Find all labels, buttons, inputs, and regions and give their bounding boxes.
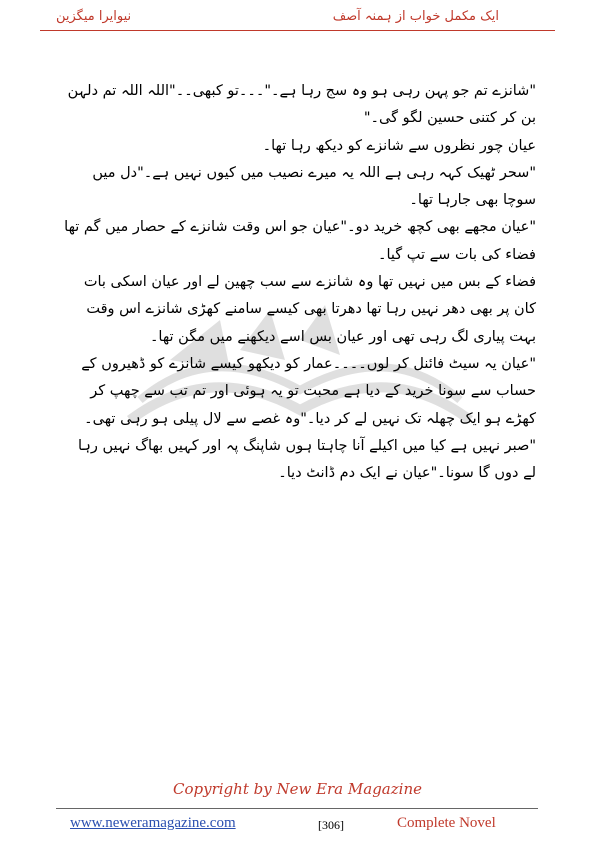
- page-header: [0, 0, 595, 38]
- footer-label: Complete Novel: [397, 815, 496, 831]
- story-paragraph-3: "سحر ٹھیک کہہ رہی ہے اللہ یہ میرے نصیب میں کیوں نہیں ہے۔"دل میں سوچا بھی جارہا تھا۔: [92, 164, 536, 209]
- copyright-notice: Copyright by New Era Magazine: [173, 780, 422, 798]
- page-number: [306]: [318, 818, 344, 832]
- header-divider: [40, 30, 555, 31]
- magazine-name: نیوایرا میگزین: [56, 9, 132, 24]
- story-paragraph-7: "صبر نہیں ہے کیا میں اکیلے آنا چاہتا ہوں شاپنگ پہ اور کہیں بھاگ نہیں رہا لے دوں گا سونا۔"عیان نے ایک دم ڈانٹ دیا۔: [77, 437, 536, 482]
- novel-title: ایک مکمل خواب از ہمنہ آصف: [332, 9, 499, 24]
- website-link[interactable]: www.neweramagazine.com: [70, 815, 236, 831]
- footer-divider: [56, 808, 538, 809]
- story-paragraph-6: "عیان یہ سیٹ فائنل کر لوں۔۔۔۔عمار کو دیکھو کیسے شانزے کو ڈھیروں کے حساب سے سونا خرید کے دیا ہے محبت تو یہ ہوئی اور تم تب سے چھپ کر کھڑے ہو ایک چھلہ تک نہیں لے کر دیا۔"وہ غصے سے لال پیلی ہو رہی تھی۔: [81, 355, 536, 427]
- story-paragraph-4: "عیان مجھے بھی کچھ خرید دو۔"عیان جو اس وقت شانزے کے حصار میں گم تھا فضاء کی بات سے تپ گیا۔: [64, 219, 536, 263]
- story-paragraph-1: "شانزے تم جو پہن رہی ہو وہ سج رہا ہے۔"۔۔۔تو کبھی۔۔"اللہ اللہ تم دلہن بن کر کتنی حسین لگو گی۔": [67, 83, 536, 127]
- story-paragraph-2: عیان چور نظروں سے شانزے کو دیکھ رہا تھا۔: [262, 137, 536, 154]
- story-body: [64, 78, 536, 487]
- story-paragraph-5: فضاء کے بس میں نہیں تھا وہ شانزے سے سب چھین لے اور عیان اسکی بات کان پر بھی دھر نہیں رہا تھا دھرتا بھی کیسے سامنے کھڑی شانزے اس وقت بہت پیاری لگ رہی تھی اور عیان بس اسے دیکھنے میں مگن تھا۔: [83, 274, 536, 345]
